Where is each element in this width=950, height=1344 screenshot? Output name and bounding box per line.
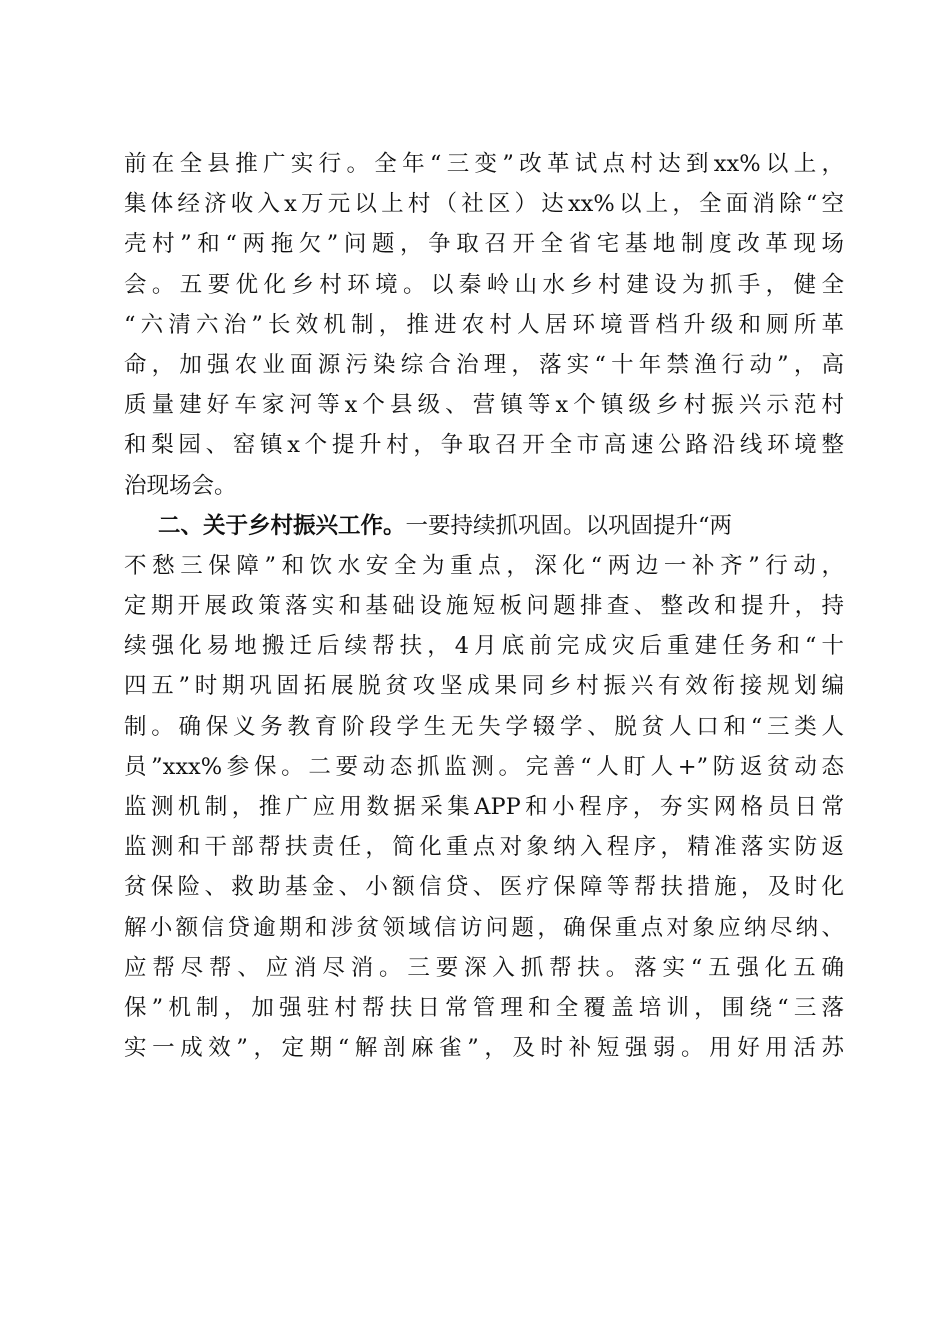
paragraph-line: 实一成效”，定期“解剖麻雀”，及时补短强弱。用好用活苏: [124, 1035, 844, 1062]
paragraph-line: 解小额信贷逾期和涉贫领域信访问题，确保重点对象应纳尽纳、: [124, 914, 844, 941]
section-heading: 二、关于乡村振兴工作。: [158, 512, 406, 539]
section-first-line-text: 一要持续抓巩固。以巩固提升“两: [405, 512, 733, 539]
paragraph-line: 质量建好车家河等x个县级、营镇等x个镇级乡村振兴示范村: [124, 392, 844, 419]
paragraph-line: “六清六治”长效机制，推进农村人居环境晋档升级和厕所革: [124, 311, 844, 338]
paragraph-line: 制。确保义务教育阶段学生无失学辍学、脱贫人口和“三类人: [124, 713, 844, 740]
paragraph-line: 续强化易地搬迁后续帮扶，4月底前完成灾后重建任务和“十: [124, 633, 844, 660]
paragraph-line: 监测和干部帮扶责任，简化重点对象纳入程序，精准落实防返: [124, 834, 844, 861]
paragraph-line: 监测机制，推广应用数据采集APP和小程序，夯实网格员日常: [124, 794, 844, 820]
paragraph-line: 治现场会。: [124, 472, 237, 499]
paragraph-line: 应帮尽帮、应消尽消。三要深入抓帮扶。落实“五强化五确: [124, 954, 844, 981]
paragraph-line: 会。五要优化乡村环境。以秦岭山水乡村建设为抓手，健全: [124, 271, 844, 298]
body-text: [124, 144, 844, 1068]
paragraph-line: 员”xxx%参保。二要动态抓监测。完善“人盯人+”防返贫动态: [124, 753, 844, 780]
paragraph-line: 壳村”和“两拖欠”问题，争取召开全省宅基地制度改革现场: [124, 231, 844, 258]
paragraph-line: 保”机制，加强驻村帮扶日常管理和全覆盖培训，围绕“三落: [124, 994, 844, 1021]
paragraph-line: 四五”时期巩固拓展脱贫攻坚成果同乡村振兴有效衔接规划编: [124, 673, 844, 700]
paragraph-line: 和梨园、窑镇x个提升村，争取召开全市高速公路沿线环境整: [124, 432, 844, 459]
paragraph-line: 集体经济收入x万元以上村（社区）达xx%以上，全面消除“空: [124, 191, 844, 218]
paragraph-line: 贫保险、救助基金、小额信贷、医疗保障等帮扶措施，及时化: [124, 874, 844, 901]
paragraph-line: 定期开展政策落实和基础设施短板问题排查、整改和提升，持: [124, 593, 844, 620]
section-first-line: [124, 506, 844, 546]
paragraph-line: 不愁三保障”和饮水安全为重点，深化“两边一补齐”行动，: [124, 552, 844, 579]
paragraph-line: 前在全县推广实行。全年“三变”改革试点村达到xx%以上，: [124, 151, 844, 177]
paragraph-line: 命，加强农业面源污染综合治理，落实“十年禁渔行动”，高: [124, 351, 844, 378]
